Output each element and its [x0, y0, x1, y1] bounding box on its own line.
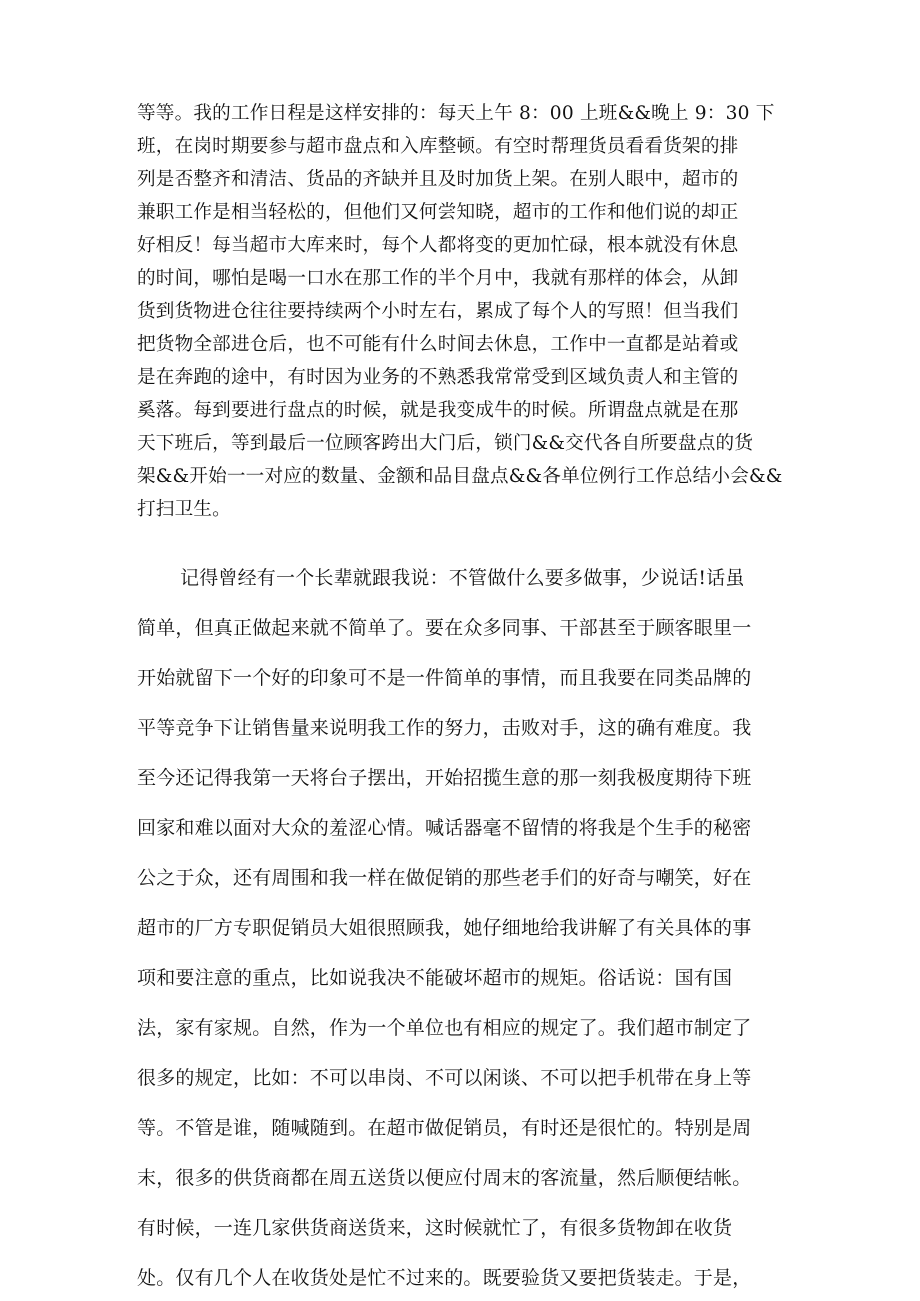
text-line: 奚落。每到要进行盘点的时候，就是我变成牛的时候。所谓盘点就是在那	[137, 400, 739, 421]
text-line: 是在奔跑的途中，有时因为业务的不熟悉我常常受到区域负责人和主管的	[137, 367, 739, 388]
text-line: 简单，但真正做起来就不简单了。要在众多同事、干部甚至于顾客眼里一	[137, 617, 752, 639]
text-line: 项和要注意的重点，比如说我决不能破坏超市的规矩。俗话说：国有国	[137, 967, 733, 989]
text-line: 把货物全部进仓后，也不可能有什么时间去休息，工作中一直都是站着或	[137, 334, 739, 355]
text-line: 好相反！每当超市大库来时，每个人都将变的更加忙碌，根本就没有休息	[137, 235, 739, 256]
text-line: 超市的厂方专职促销员大姐很照顾我，她仔细地给我讲解了有关具体的事	[137, 917, 752, 939]
text-line: 末，很多的供货商都在周五送货以便应付周末的客流量，然后顺便结帐。	[137, 1167, 752, 1189]
text-line: 至今还记得我第一天将台子摆出，开始招揽生意的那一刻我极度期待下班	[137, 767, 752, 789]
text-line: 开始就留下一个好的印象可不是一件简单的事情，而且我要在同类品牌的	[137, 667, 752, 689]
text-line: 回家和难以面对大众的羞涩心情。喊话器毫不留情的将我是个生手的秘密	[137, 817, 752, 839]
text-line: 平等竞争下让销售量来说明我工作的努力，击败对手，这的确有难度。我	[137, 717, 752, 739]
text-line: 很多的规定，比如：不可以串岗、不可以闲谈、不可以把手机带在身上等	[137, 1067, 752, 1089]
text-line: 记得曾经有一个长辈就跟我说：不管做什么要多做事，少说话!话虽	[180, 567, 745, 589]
text-line: 货到货物进仓往往要持续两个小时左右，累成了每个人的写照！但当我们	[137, 301, 739, 322]
text-line: 天下班后，等到最后一位顾客跨出大门后，锁门&&交代各自所要盘点的货	[137, 433, 754, 454]
text-line: 法，家有家规。自然，作为一个单位也有相应的规定了。我们超市制定了	[137, 1017, 752, 1039]
text-line: 公之于众，还有周围和我一样在做促销的那些老手们的好奇与嘲笑，好在	[137, 867, 752, 889]
text-line: 架&&开始一一对应的数量、金额和品目盘点&&各单位例行工作总结小会&&	[137, 466, 783, 487]
text-line: 的时间，哪怕是喝一口水在那工作的半个月中，我就有那样的体会，从卸	[137, 268, 739, 289]
text-line: 等等。我的工作日程是这样安排的：每天上午 8：00 上班&&晚上 9：30 下	[137, 103, 775, 124]
text-line: 有时候，一连几家供货商送货来，这时候就忙了，有很多货物卸在收货	[137, 1217, 733, 1239]
text-line: 兼职工作是相当轻松的，但他们又何尝知晓，超市的工作和他们说的却正	[137, 202, 739, 223]
text-line: 等。不管是谁，随喊随到。在超市做促销员，有时还是很忙的。特别是周	[137, 1117, 752, 1139]
text-line: 列是否整齐和清洁、货品的齐缺并且及时加货上架。在别人眼中，超市的	[137, 169, 739, 190]
text-line: 打扫卫生。	[137, 499, 231, 520]
text-line: 班，在岗时期要参与超市盘点和入库整顿。有空时帮理货员看看货架的排	[137, 136, 739, 157]
text-line: 处。仅有几个人在收货处是忙不过来的。既要验货又要把货装走。于是，	[137, 1267, 752, 1289]
